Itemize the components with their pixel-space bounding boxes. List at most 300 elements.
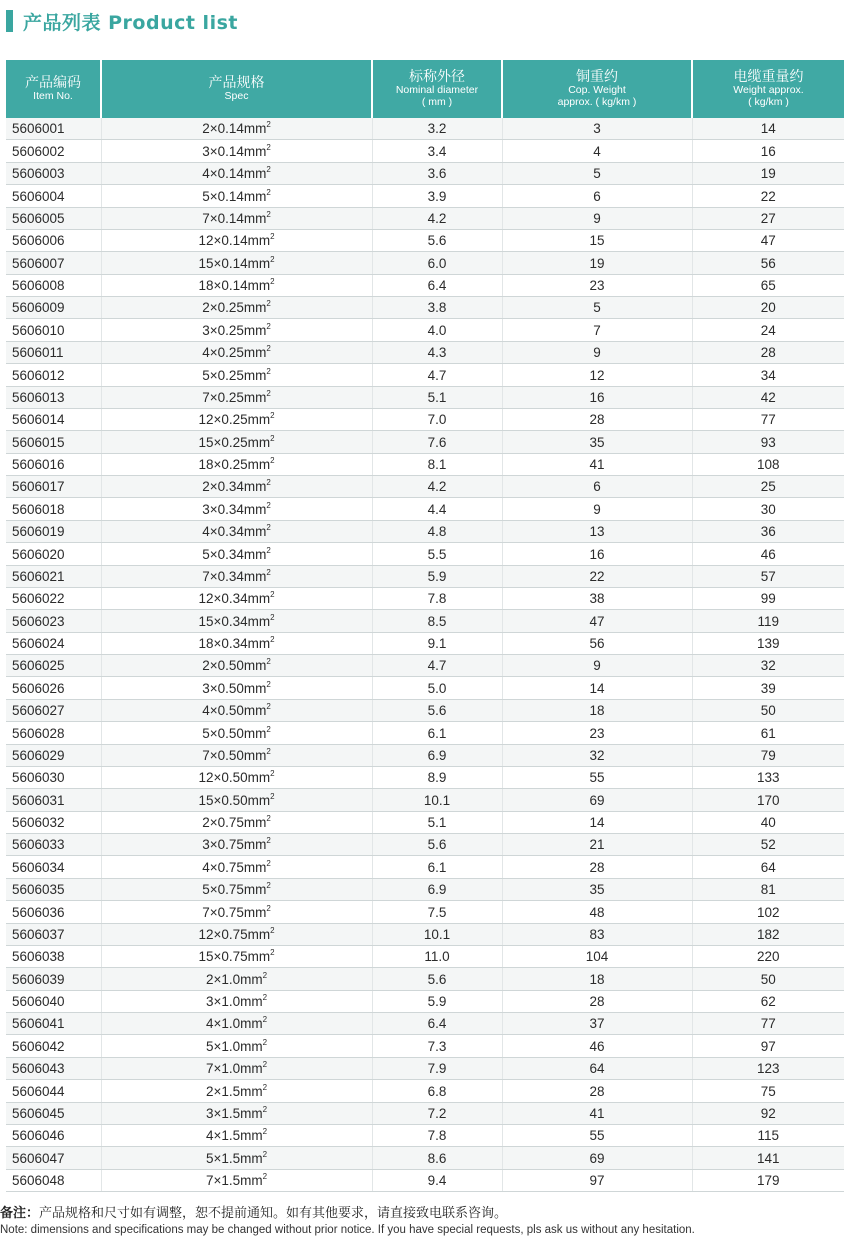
spec-superscript: 2 xyxy=(270,232,275,242)
copper-weight-cell xyxy=(502,565,692,587)
spec-cell xyxy=(101,722,372,744)
diameter-cell-text: 7.8 xyxy=(427,1128,447,1144)
table-row xyxy=(6,990,844,1012)
cable-weight-cell xyxy=(692,744,844,766)
diameter-cell xyxy=(372,610,502,632)
header-weight-cn: 电缆重量约 xyxy=(733,68,804,85)
copper-weight-cell xyxy=(502,386,692,408)
item-no-cell xyxy=(6,834,101,856)
diameter-cell xyxy=(372,766,502,788)
item-no-cell xyxy=(6,408,101,430)
item-no-cell-text: 5606027 xyxy=(12,703,65,719)
table-row xyxy=(6,543,844,565)
header-copper-en: Cop. Weight xyxy=(568,84,626,97)
copper-weight-cell xyxy=(502,878,692,900)
copper-weight-cell-text: 5 xyxy=(593,300,601,316)
spec-cell-text: 15×0.75mm xyxy=(198,949,271,965)
item-no-cell xyxy=(6,341,101,363)
cable-weight-cell xyxy=(692,1013,844,1035)
item-no-cell xyxy=(6,162,101,184)
cable-weight-cell xyxy=(692,1035,844,1057)
spec-cell-text: 4×0.75mm xyxy=(202,859,267,875)
cable-weight-cell-text: 93 xyxy=(760,434,776,450)
spec-superscript: 2 xyxy=(270,277,275,286)
diameter-cell-text: 7.8 xyxy=(427,591,447,607)
spec-cell-text: 4×0.50mm xyxy=(202,703,267,719)
product-table-container xyxy=(6,60,844,1192)
item-no-cell xyxy=(6,1080,101,1102)
spec-cell xyxy=(101,923,372,945)
copper-weight-cell-text: 97 xyxy=(589,1173,605,1188)
spec-cell-text: 4×0.14mm xyxy=(202,166,267,182)
spec-cell xyxy=(101,162,372,184)
header-copper-weight xyxy=(502,60,692,118)
copper-weight-cell-text: 6 xyxy=(593,188,601,204)
item-no-cell xyxy=(6,722,101,744)
spec-cell-text: 3×0.75mm xyxy=(202,837,267,853)
item-no-cell-text: 5606018 xyxy=(12,501,65,517)
item-no-cell xyxy=(6,1057,101,1079)
copper-weight-cell xyxy=(502,162,692,184)
item-no-cell xyxy=(6,185,101,207)
cable-weight-cell-text: 133 xyxy=(756,770,780,786)
cable-weight-cell-text: 141 xyxy=(756,1150,780,1166)
item-no-cell xyxy=(6,1169,101,1191)
spec-cell-text: 12×0.25mm xyxy=(198,412,271,428)
item-no-cell-text: 5606021 xyxy=(12,568,65,584)
item-no-cell-text: 5606040 xyxy=(12,994,65,1009)
cable-weight-cell xyxy=(692,341,844,363)
spec-superscript: 2 xyxy=(270,254,275,264)
cable-weight-cell xyxy=(692,252,844,274)
copper-weight-cell xyxy=(502,1169,692,1191)
diameter-cell xyxy=(372,118,502,140)
diameter-cell-text: 4.4 xyxy=(427,501,447,517)
item-no-cell-text: 5606025 xyxy=(12,658,65,674)
table-row xyxy=(6,498,844,520)
diameter-cell xyxy=(372,878,502,900)
spec-cell xyxy=(101,1147,372,1169)
item-no-cell-text: 5606038 xyxy=(12,949,65,965)
item-no-cell xyxy=(6,118,101,140)
copper-weight-cell-text: 55 xyxy=(589,770,605,786)
spec-superscript: 2 xyxy=(262,1015,268,1025)
item-no-cell-text: 5606009 xyxy=(12,300,65,316)
spec-superscript: 2 xyxy=(270,590,275,600)
header-spec-en: Spec xyxy=(224,90,249,103)
diameter-cell-text: 6.8 xyxy=(427,1083,447,1099)
item-no-cell-text: 5606016 xyxy=(12,457,65,472)
cable-weight-cell xyxy=(692,632,844,654)
copper-weight-cell-text: 56 xyxy=(589,636,605,651)
cable-weight-cell-text: 99 xyxy=(760,591,776,607)
table-row xyxy=(6,632,844,654)
table-row xyxy=(6,945,844,967)
diameter-cell xyxy=(372,386,502,408)
diameter-cell xyxy=(372,252,502,274)
spec-cell-text: 2×1.0mm xyxy=(205,971,263,987)
cable-weight-cell xyxy=(692,1080,844,1102)
diameter-cell xyxy=(372,140,502,162)
copper-weight-cell-text: 9 xyxy=(593,210,601,226)
copper-weight-cell-text: 18 xyxy=(589,703,605,719)
spec-superscript: 2 xyxy=(266,702,271,712)
copper-weight-cell-text: 23 xyxy=(589,725,605,741)
header-nominal-diameter xyxy=(372,60,502,118)
cable-weight-cell xyxy=(692,968,844,990)
item-no-cell xyxy=(6,1147,101,1169)
copper-weight-cell-text: 28 xyxy=(589,994,605,1009)
diameter-cell xyxy=(372,1035,502,1057)
spec-cell-text: 4×0.25mm xyxy=(202,345,267,361)
table-row xyxy=(6,565,844,587)
spec-cell-text: 2×0.25mm xyxy=(202,300,267,316)
spec-cell xyxy=(101,543,372,565)
copper-weight-cell-text: 16 xyxy=(589,389,605,405)
footnote-en-text: Note: dimensions and specifications may be changed without prior notice. If you have special requests, pls ask us without any hesitation. xyxy=(0,1224,695,1236)
cable-weight-cell-text: 50 xyxy=(760,971,776,987)
diameter-cell xyxy=(372,229,502,251)
item-no-cell xyxy=(6,923,101,945)
diameter-cell-text: 3.6 xyxy=(427,166,447,182)
copper-weight-cell-text: 12 xyxy=(589,367,605,383)
spec-superscript: 2 xyxy=(266,814,271,823)
spec-cell xyxy=(101,1124,372,1146)
item-no-cell-text: 5606044 xyxy=(12,1083,65,1099)
copper-weight-cell xyxy=(502,453,692,475)
diameter-cell xyxy=(372,1080,502,1102)
table-row xyxy=(6,677,844,699)
item-no-cell xyxy=(6,878,101,900)
spec-superscript: 2 xyxy=(266,366,271,376)
diameter-cell xyxy=(372,699,502,721)
copper-weight-cell xyxy=(502,632,692,654)
diameter-cell-text: 5.6 xyxy=(427,233,447,249)
spec-cell xyxy=(101,476,372,498)
item-no-cell-text: 5606037 xyxy=(12,926,65,942)
spec-cell xyxy=(101,520,372,542)
copper-weight-cell xyxy=(502,498,692,520)
diameter-cell xyxy=(372,945,502,967)
diameter-cell xyxy=(372,207,502,229)
item-no-cell xyxy=(6,229,101,251)
item-no-cell xyxy=(6,453,101,475)
cable-weight-cell xyxy=(692,990,844,1012)
diameter-cell xyxy=(372,901,502,923)
spec-cell-text: 12×0.14mm xyxy=(198,233,271,249)
diameter-cell-text: 7.0 xyxy=(427,412,447,428)
spec-cell-text: 4×1.5mm xyxy=(205,1128,263,1144)
table-row xyxy=(6,655,844,677)
diameter-cell-text: 6.4 xyxy=(427,278,447,293)
spec-cell xyxy=(101,341,372,363)
cable-weight-cell xyxy=(692,1057,844,1079)
item-no-cell-text: 5606031 xyxy=(12,792,65,808)
cable-weight-cell xyxy=(692,878,844,900)
cable-weight-cell-text: 39 xyxy=(760,680,776,696)
table-row xyxy=(6,274,844,296)
table-row xyxy=(6,968,844,990)
item-no-cell xyxy=(6,1102,101,1124)
item-no-cell xyxy=(6,319,101,341)
copper-weight-cell xyxy=(502,319,692,341)
spec-superscript: 2 xyxy=(266,858,271,868)
diameter-cell-text: 8.5 xyxy=(427,613,447,629)
spec-cell-text: 4×1.0mm xyxy=(205,1016,263,1032)
spec-cell-text: 7×0.14mm xyxy=(202,210,267,226)
copper-weight-cell xyxy=(502,1080,692,1102)
diameter-cell xyxy=(372,476,502,498)
cable-weight-cell-text: 57 xyxy=(760,568,776,584)
spec-superscript: 2 xyxy=(270,769,275,779)
item-no-cell-text: 5606023 xyxy=(12,613,65,629)
diameter-cell-text: 3.8 xyxy=(427,300,447,316)
header-weight-unit: ( kg/km ) xyxy=(748,96,789,109)
table-row xyxy=(6,856,844,878)
table-row xyxy=(6,453,844,475)
diameter-cell-text: 6.1 xyxy=(427,725,447,741)
spec-cell xyxy=(101,901,372,923)
diameter-cell-text: 3.2 xyxy=(427,121,447,137)
spec-cell-text: 7×0.50mm xyxy=(202,747,267,763)
item-no-cell-text: 5606013 xyxy=(12,389,65,405)
cable-weight-cell xyxy=(692,229,844,251)
copper-weight-cell-text: 69 xyxy=(589,792,605,808)
spec-superscript: 2 xyxy=(262,1172,268,1181)
spec-cell xyxy=(101,118,372,140)
spec-cell-text: 15×0.50mm xyxy=(198,792,271,808)
copper-weight-cell-text: 37 xyxy=(589,1016,605,1032)
spec-superscript: 2 xyxy=(270,411,275,421)
table-row xyxy=(6,923,844,945)
table-row xyxy=(6,297,844,319)
spec-superscript: 2 xyxy=(262,993,268,1002)
spec-superscript: 2 xyxy=(270,456,275,465)
cable-weight-cell-text: 34 xyxy=(760,367,776,383)
item-no-cell xyxy=(6,1013,101,1035)
spec-cell xyxy=(101,587,372,609)
spec-superscript: 2 xyxy=(270,433,275,443)
table-row xyxy=(6,1035,844,1057)
spec-cell xyxy=(101,789,372,811)
item-no-cell-text: 5606001 xyxy=(12,121,65,137)
diameter-cell xyxy=(372,520,502,542)
spec-cell xyxy=(101,610,372,632)
spec-superscript: 2 xyxy=(262,1104,268,1114)
diameter-cell-text: 4.0 xyxy=(427,322,447,338)
table-row xyxy=(6,901,844,923)
diameter-cell xyxy=(372,431,502,453)
cable-weight-cell-text: 75 xyxy=(760,1083,776,1099)
table-row xyxy=(6,118,844,140)
item-no-cell-text: 5606004 xyxy=(12,188,65,204)
cable-weight-cell xyxy=(692,789,844,811)
item-no-cell xyxy=(6,297,101,319)
table-row xyxy=(6,408,844,430)
table-row xyxy=(6,520,844,542)
cable-weight-cell xyxy=(692,319,844,341)
cable-weight-cell-text: 65 xyxy=(760,278,776,293)
copper-weight-cell-text: 35 xyxy=(589,882,605,898)
cable-weight-cell xyxy=(692,185,844,207)
cable-weight-cell-text: 61 xyxy=(760,725,776,741)
diameter-cell-text: 4.2 xyxy=(427,479,447,495)
copper-weight-cell-text: 38 xyxy=(589,591,605,607)
table-row xyxy=(6,610,844,632)
diameter-cell xyxy=(372,1147,502,1169)
spec-cell xyxy=(101,699,372,721)
spec-superscript: 2 xyxy=(266,344,271,354)
cable-weight-cell xyxy=(692,834,844,856)
spec-superscript: 2 xyxy=(266,388,271,398)
copper-weight-cell-text: 32 xyxy=(589,747,605,763)
spec-superscript: 2 xyxy=(270,948,275,958)
copper-weight-cell xyxy=(502,274,692,296)
copper-weight-cell-text: 35 xyxy=(589,434,605,450)
item-no-cell-text: 5606035 xyxy=(12,882,65,898)
diameter-cell xyxy=(372,498,502,520)
cable-weight-cell-text: 50 xyxy=(760,703,776,719)
copper-weight-cell-text: 47 xyxy=(589,613,605,629)
diameter-cell-text: 7.9 xyxy=(427,1061,447,1077)
cable-weight-cell xyxy=(692,207,844,229)
spec-cell xyxy=(101,968,372,990)
diameter-cell-text: 7.3 xyxy=(427,1038,447,1054)
cable-weight-cell-text: 102 xyxy=(756,904,780,920)
item-no-cell-text: 5606022 xyxy=(12,591,65,607)
spec-cell-text: 5×0.34mm xyxy=(202,546,267,562)
spec-cell xyxy=(101,498,372,520)
item-no-cell xyxy=(6,565,101,587)
copper-weight-cell xyxy=(502,140,692,162)
item-no-cell xyxy=(6,252,101,274)
item-no-cell xyxy=(6,364,101,386)
spec-cell-text: 3×0.14mm xyxy=(202,143,267,159)
diameter-cell xyxy=(372,1124,502,1146)
spec-cell xyxy=(101,1080,372,1102)
table-row xyxy=(6,162,844,184)
page-title xyxy=(6,8,238,34)
spec-superscript: 2 xyxy=(266,187,271,197)
cable-weight-cell-text: 123 xyxy=(756,1061,780,1077)
spec-cell-text: 2×0.50mm xyxy=(202,658,267,674)
cable-weight-cell xyxy=(692,677,844,699)
diameter-cell-text: 4.7 xyxy=(427,367,447,383)
diameter-cell xyxy=(372,632,502,654)
cable-weight-cell xyxy=(692,386,844,408)
spec-superscript: 2 xyxy=(266,120,271,130)
diameter-cell xyxy=(372,811,502,833)
spec-cell xyxy=(101,834,372,856)
diameter-cell-text: 10.1 xyxy=(423,926,451,942)
table-row xyxy=(6,229,844,251)
spec-superscript: 2 xyxy=(266,657,271,667)
cable-weight-cell xyxy=(692,498,844,520)
spec-cell xyxy=(101,856,372,878)
diameter-cell-text: 5.1 xyxy=(427,389,447,405)
spec-cell-text: 4×0.34mm xyxy=(202,524,267,540)
diameter-cell xyxy=(372,364,502,386)
diameter-cell-text: 11.0 xyxy=(424,949,450,965)
spec-cell xyxy=(101,140,372,162)
diameter-cell xyxy=(372,923,502,945)
diameter-cell-text: 6.9 xyxy=(427,882,447,898)
item-no-cell xyxy=(6,476,101,498)
copper-weight-cell-text: 14 xyxy=(589,815,605,830)
cable-weight-cell xyxy=(692,520,844,542)
footnote-cn-text: 产品规格和尺寸如有调整，恕不提前通知。如有其他要求，请直接致电联系咨询。 xyxy=(39,1206,508,1221)
spec-cell xyxy=(101,811,372,833)
spec-cell-text: 3×0.25mm xyxy=(202,322,267,338)
spec-cell-text: 12×0.75mm xyxy=(198,926,271,942)
item-no-cell xyxy=(6,901,101,923)
cable-weight-cell-text: 42 xyxy=(760,389,776,405)
spec-superscript: 2 xyxy=(266,679,271,689)
diameter-cell-text: 6.4 xyxy=(427,1016,447,1032)
diameter-cell-text: 4.8 xyxy=(427,524,447,540)
item-no-cell xyxy=(6,1035,101,1057)
cable-weight-cell xyxy=(692,364,844,386)
copper-weight-cell xyxy=(502,341,692,363)
copper-weight-cell-text: 104 xyxy=(585,949,609,965)
table-row xyxy=(6,1124,844,1146)
diameter-cell xyxy=(372,274,502,296)
item-no-cell-text: 5606011 xyxy=(12,345,64,361)
spec-cell xyxy=(101,878,372,900)
spec-superscript: 2 xyxy=(270,612,275,622)
table-header-row xyxy=(6,60,844,118)
copper-weight-cell-text: 16 xyxy=(589,546,605,562)
spec-cell-text: 7×0.75mm xyxy=(202,904,267,920)
cable-weight-cell-text: 16 xyxy=(760,143,776,159)
spec-cell xyxy=(101,408,372,430)
cable-weight-cell xyxy=(692,901,844,923)
spec-superscript: 2 xyxy=(266,545,271,555)
copper-weight-cell-text: 15 xyxy=(589,233,605,249)
table-row xyxy=(6,587,844,609)
diameter-cell-text: 8.9 xyxy=(427,770,447,786)
diameter-cell xyxy=(372,1057,502,1079)
item-no-cell xyxy=(6,677,101,699)
item-no-cell xyxy=(6,990,101,1012)
product-table xyxy=(6,60,844,1192)
copper-weight-cell xyxy=(502,1147,692,1169)
diameter-cell-text: 9.1 xyxy=(427,636,447,651)
spec-cell xyxy=(101,386,372,408)
diameter-cell xyxy=(372,319,502,341)
cable-weight-cell-text: 40 xyxy=(760,815,776,830)
diameter-cell xyxy=(372,677,502,699)
cable-weight-cell xyxy=(692,408,844,430)
cable-weight-cell xyxy=(692,1124,844,1146)
header-item-no xyxy=(6,60,101,118)
cable-weight-cell-text: 62 xyxy=(760,994,776,1009)
spec-cell xyxy=(101,1057,372,1079)
table-row xyxy=(6,1147,844,1169)
cable-weight-cell-text: 108 xyxy=(756,457,780,472)
cable-weight-cell-text: 52 xyxy=(760,837,776,853)
spec-cell xyxy=(101,1013,372,1035)
spec-superscript: 2 xyxy=(266,209,271,219)
item-no-cell xyxy=(6,140,101,162)
item-no-cell-text: 5606006 xyxy=(12,233,65,249)
item-no-cell-text: 5606045 xyxy=(12,1105,65,1121)
table-row xyxy=(6,341,844,363)
copper-weight-cell xyxy=(502,1057,692,1079)
footnote xyxy=(0,1202,850,1236)
table-row xyxy=(6,185,844,207)
spec-cell-text: 18×0.34mm xyxy=(198,636,271,651)
